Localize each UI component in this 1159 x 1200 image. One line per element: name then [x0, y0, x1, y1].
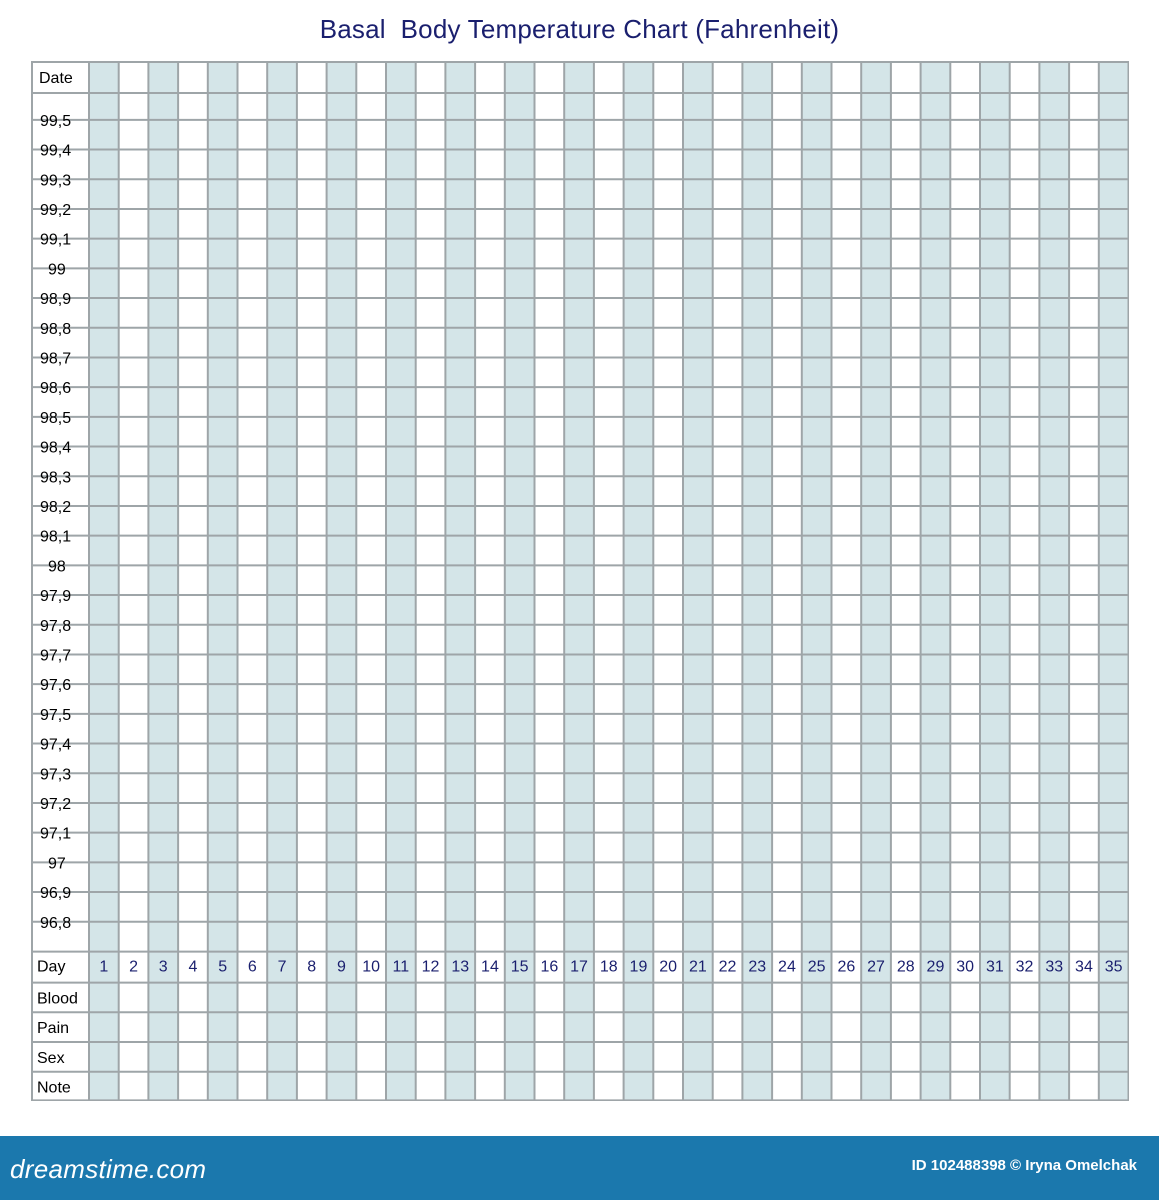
day-number: 34: [1075, 958, 1093, 976]
column-stripe-day-23: [742, 61, 772, 1101]
day-number: 13: [451, 958, 470, 976]
column-stripe-day-11: [386, 61, 416, 1101]
day-number: 24: [778, 958, 796, 976]
temperature-label: 97,5: [40, 706, 72, 724]
day-number: 9: [336, 958, 346, 976]
temperature-label: 97: [48, 855, 66, 873]
temperature-label: 98,6: [40, 380, 72, 398]
brand-logo[interactable]: dreamstime.com: [10, 1154, 207, 1184]
temperature-label: 98,4: [40, 439, 72, 457]
row-label-note: Note: [37, 1079, 71, 1097]
column-stripe-day-1: [89, 61, 119, 1101]
day-number: 6: [247, 958, 257, 976]
temperature-label: 97,3: [40, 766, 72, 784]
day-number: 14: [481, 958, 499, 976]
footer-bar: [0, 1136, 1159, 1200]
day-number: 3: [158, 958, 168, 976]
day-number: 20: [659, 958, 678, 976]
column-stripe-day-7: [267, 61, 297, 1101]
day-number: 15: [510, 958, 529, 976]
temperature-label: 97,8: [40, 617, 72, 635]
day-number: 21: [688, 958, 707, 976]
temperature-label: 97,1: [40, 825, 72, 843]
column-stripe-day-33: [1039, 61, 1069, 1101]
temperature-label: 97,9: [40, 588, 72, 606]
day-number: 27: [867, 958, 885, 976]
day-number: 4: [188, 958, 198, 976]
column-stripe-day-19: [624, 61, 654, 1101]
day-number: 26: [837, 958, 856, 976]
temperature-label: 97,4: [40, 736, 72, 754]
day-number: 29: [926, 958, 945, 976]
temperature-label: 98,7: [40, 350, 72, 368]
temperature-label: 98,9: [40, 291, 72, 309]
temperature-label: 99,2: [40, 201, 72, 219]
temperature-label: 98: [48, 558, 66, 576]
column-stripe-day-35: [1099, 61, 1129, 1101]
day-number: 35: [1104, 958, 1123, 976]
day-number: 8: [307, 958, 317, 976]
column-stripe-day-25: [802, 61, 832, 1101]
day-number: 2: [129, 958, 139, 976]
day-number: 23: [748, 958, 767, 976]
column-stripe-day-31: [980, 61, 1010, 1101]
temperature-label: 99,1: [40, 231, 72, 249]
column-stripe-day-9: [327, 61, 357, 1101]
stock-id-credit: ID 102488398 © Iryna Omelchak: [911, 1157, 1137, 1174]
temperature-label: 98,5: [40, 409, 72, 427]
temperature-label: 99,3: [40, 172, 72, 190]
temperature-label: 97,2: [40, 795, 72, 813]
row-label-blood: Blood: [37, 990, 78, 1008]
day-label: Day: [37, 958, 66, 976]
day-number: 25: [807, 958, 826, 976]
column-stripe-day-21: [683, 61, 713, 1101]
day-number: 12: [421, 958, 440, 976]
temperature-label: 96,9: [40, 885, 72, 903]
bbt-grid: [31, 61, 1129, 1101]
row-label-sex: Sex: [37, 1049, 65, 1067]
day-number: 16: [540, 958, 559, 976]
day-number: 10: [362, 958, 381, 976]
day-number: 1: [99, 958, 109, 976]
temperature-label: 96,8: [40, 914, 72, 932]
temperature-label: 98,3: [40, 469, 72, 487]
temperature-label: 99,5: [40, 112, 72, 130]
day-number: 18: [599, 958, 618, 976]
temperature-label: 98,8: [40, 320, 72, 338]
column-stripe-day-17: [564, 61, 594, 1101]
day-number: 28: [896, 958, 915, 976]
day-number: 30: [956, 958, 975, 976]
column-stripe-day-5: [208, 61, 238, 1101]
temperature-label: 97,7: [40, 647, 72, 665]
day-number: 19: [629, 958, 648, 976]
day-number: 17: [570, 958, 588, 976]
temperature-label: 99: [48, 261, 66, 279]
chart-title: Basal Body Temperature Chart (Fahrenheit): [319, 14, 840, 44]
temperature-label: 97,6: [40, 677, 72, 695]
day-number: 31: [985, 958, 1004, 976]
day-number: 22: [718, 958, 737, 976]
temperature-label: 99,4: [40, 142, 72, 160]
temperature-label: 98,1: [40, 528, 72, 546]
column-stripe-day-3: [148, 61, 178, 1101]
day-number: 7: [277, 958, 287, 976]
column-stripe-day-29: [921, 61, 951, 1101]
date-label: Date: [39, 70, 73, 87]
day-number: 32: [1015, 958, 1034, 976]
row-label-pain: Pain: [37, 1020, 70, 1038]
temperature-label: 98,2: [40, 498, 72, 516]
column-stripe-day-27: [861, 61, 891, 1101]
day-number: 5: [218, 958, 228, 976]
column-stripe-day-13: [445, 61, 475, 1101]
day-number: 11: [392, 958, 410, 976]
day-number: 33: [1045, 958, 1064, 976]
column-stripe-day-15: [505, 61, 535, 1101]
